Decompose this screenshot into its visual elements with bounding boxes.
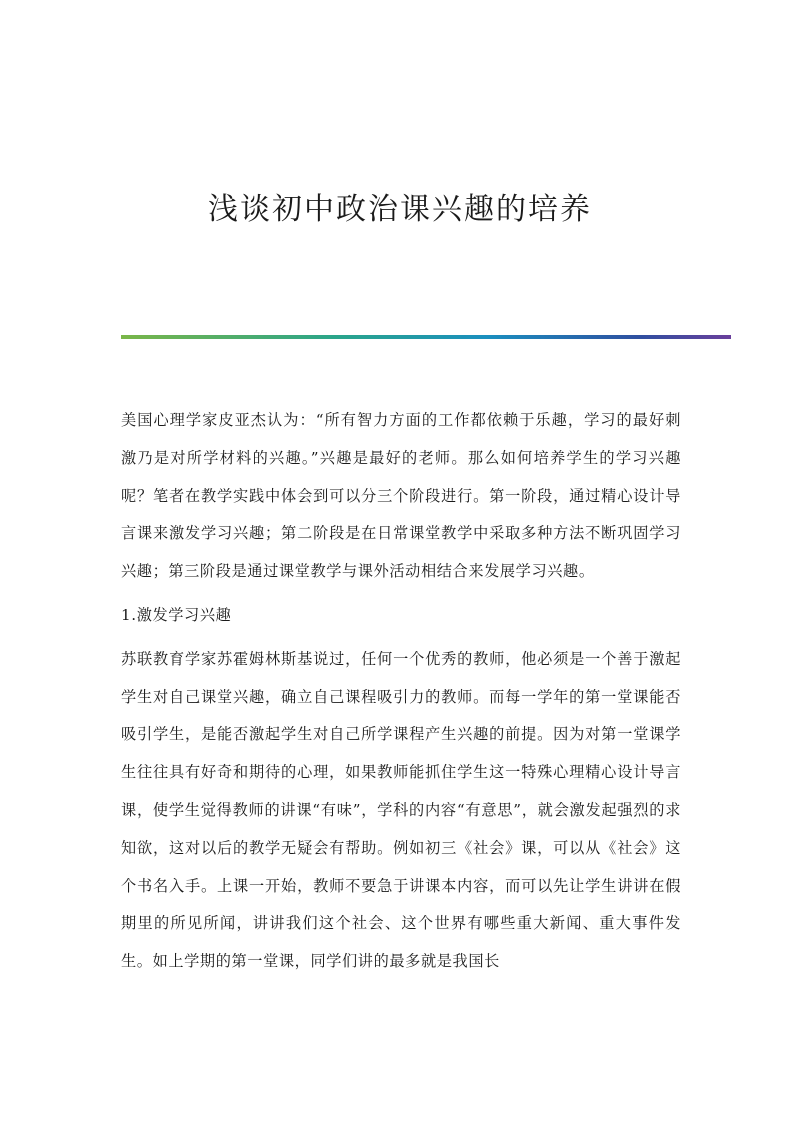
- document-body: [121, 402, 681, 981]
- paragraph-intro: 美国心理学家皮亚杰认为：“所有智力方面的工作都依赖于乐趣，学习的最好刺激乃是对所学材料的兴趣。”兴趣是最好的老师。那么如何培养学生的学习兴趣呢？笔者在教学实践中体会到可以分三个阶段进行。第一阶段，通过精心设计导言课来激发学习兴趣；第二阶段是在日常课堂教学中采取多种方法不断巩固学习兴趣；第三阶段是通过课堂教学与课外活动相结合来发展学习兴趣。: [121, 411, 681, 581]
- paragraph-section-1: 苏联教育学家苏霍姆林斯基说过，任何一个优秀的教师，他必须是一个善于激起学生对自己课堂兴趣，确立自己课程吸引力的教师。而每一学年的第一堂课能否吸引学生，是能否激起学生对自己所学课程产生兴趣的前提。因为对第一堂课学生往往具有好奇和期待的心理，如果教师能抓住学生这一特殊心理精心设计导言课，使学生觉得教师的讲课“有味”，学科的内容“有意思”，就会激发起强烈的求知欲，这对以后的教学无疑会有帮助。例如初三《社会》课，可以从《社会》这个书名入手。上课一开始，教师不要急于讲课本内容，而可以先让学生讲讲在假期里的所见所闻，讲讲我们这个社会、这个世界有哪些重大新闻、重大事件发生。如上学期的第一堂课，同学们讲的最多就是我国长: [121, 649, 681, 971]
- section-heading: 1.激发学习兴趣: [121, 605, 232, 624]
- title-divider: [121, 335, 731, 339]
- document-title: 浅谈初中政治课兴趣的培养: [208, 192, 592, 227]
